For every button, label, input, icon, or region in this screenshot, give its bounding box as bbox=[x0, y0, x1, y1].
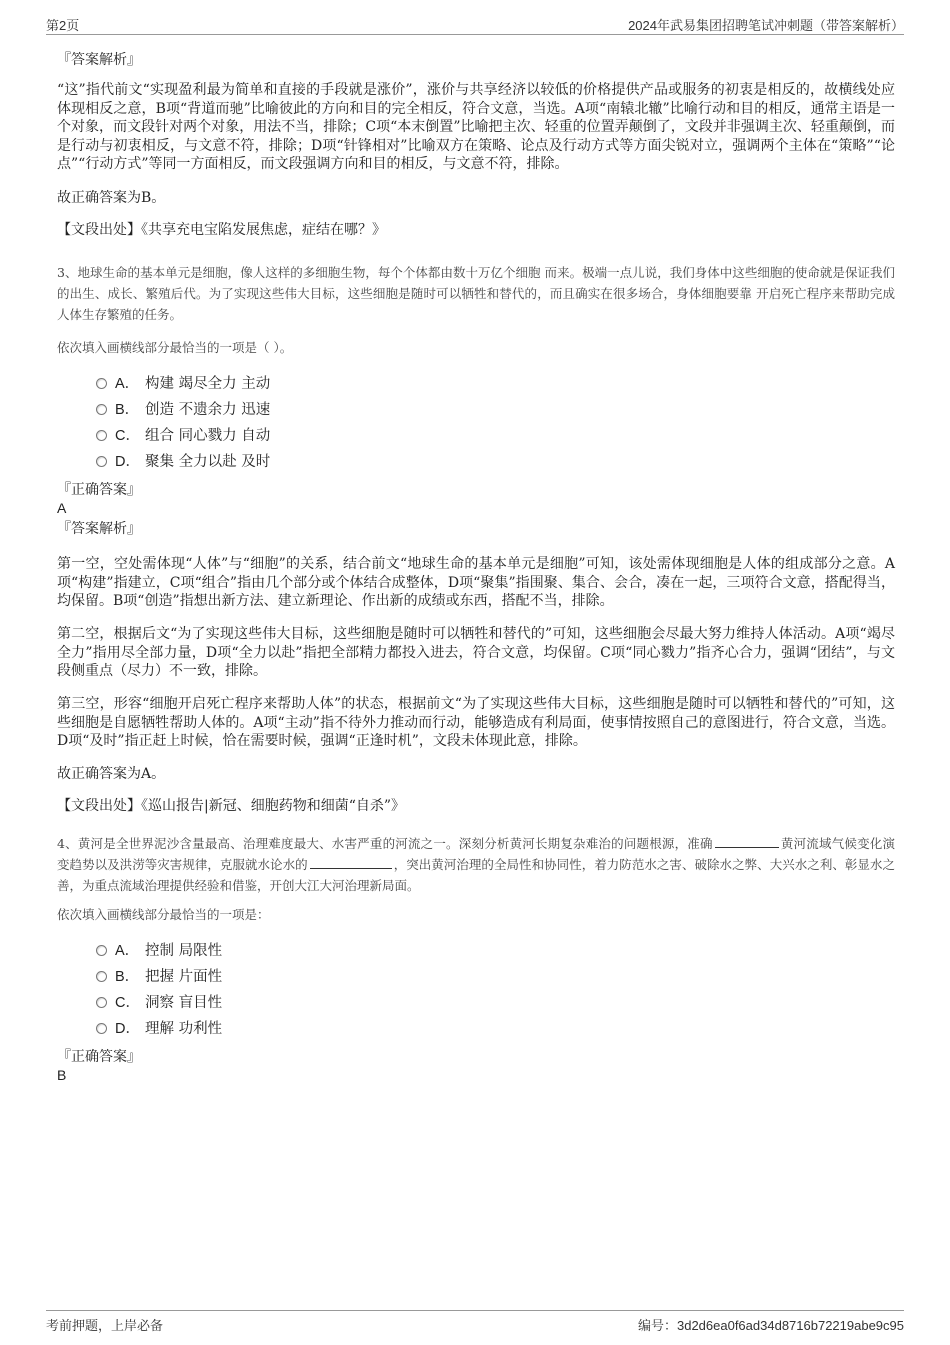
q3-explain-paragraph: 第一空，空处需体现“人体”与“细胞”的关系，结合前文“地球生命的基本单元是细胞”可知，该处需体现细胞是人体的组成部分之意。A项“构建”指建立，C项“组合”指由几个部分或个体结合成整体，D项“聚集”指围聚、集合、会合，凑在一起，三项符合文意，搭配得当，均保留。B项“创造”指想出新方法、建立新理论、作出新的成绩或东西，搭配不当，排除。 bbox=[57, 556, 895, 609]
option-text: 创造 不遗余力 迅速 bbox=[145, 402, 271, 418]
q2-explain-text: “这”指代前文“实现盈利最为简单和直接的手段就是涨价”，涨价与共享经济以较低的价格提供产品或服务的初衷是相反的，故横线处应体现相反之意，B项“背道而驰”比喻彼此的方向和目的完全相反，符合文意，当选。A项“南辕北辙”比喻行动和目的相反，通常主语是一个对象，而文段针对两个对象，用法不当，排除；C项“本末倒置”比喻把主次、轻重的位置弄颠倒了，文段并非强调主次、轻重颠倒，而是行动与初衷相反，与文意不符，排除；D项“针锋相对”比喻双方在策略、论点及行动方式等方面尖锐对立，强调两个主体在“策略”“论点”“行动方式”等同一方面相反，而文段强调方向和目的相反，与文意不符，排除。 bbox=[57, 82, 895, 172]
q3-question: 3、地球生命的基本单元是细胞，像人这样的多细胞生物，每个个体都由数十万亿个细胞 而来。极端一点儿说，我们身体中这些细胞的使命就是保证我们的出生、成长、繁殖后代。为了实现这些伟大目标，这些细胞是随时可以牺牲和替代的，而且确实在很多场合，身体细胞要靠 开启死亡程序来帮助完成人体生存繁殖的任务。 bbox=[57, 265, 895, 322]
q3-instruction: 依次填入画横线部分最恰当的一项是（ ）。 bbox=[57, 340, 293, 355]
option-text: 聚集 全力以赴 及时 bbox=[145, 454, 271, 470]
q3-explain-paragraph: 第三空，形容“细胞开启死亡程序来帮助人体”的状态，根据前文“为了实现这些伟大目标，这些细胞是随时可以牺牲和替代的”可知，这些细胞是自愿牺牲帮助人体的。A项“主动”指不待外力推动而行动，能够造成有利局面，使事情按照自己的意图进行，符合文意，当选。D项“及时”指正赶上时候，恰在需要时候，强调“正逢时机”，文段未体现此意，排除。 bbox=[57, 696, 895, 749]
radio-button-icon[interactable] bbox=[96, 430, 107, 441]
option-text: 组合 同心戮力 自动 bbox=[145, 428, 271, 444]
q4-question bbox=[57, 833, 895, 896]
document-id: 编号：3d2d6ea0f6ad34d8716b72219abe9c95 bbox=[637, 1318, 904, 1333]
radio-button-icon[interactable] bbox=[96, 378, 107, 389]
page-number: 第2页 bbox=[46, 18, 80, 33]
q4-instruction: 依次填入画横线部分最恰当的一项是： bbox=[57, 907, 270, 922]
q3-option-a[interactable] bbox=[96, 375, 270, 393]
option-letter: A． bbox=[115, 943, 140, 959]
q4-answer: B bbox=[57, 1067, 67, 1083]
q2-explain-label: 『答案解析』 bbox=[57, 52, 141, 68]
option-letter: D． bbox=[115, 1021, 140, 1037]
option-text: 控制 局限性 bbox=[145, 943, 223, 959]
q4-option-d[interactable] bbox=[96, 1020, 222, 1038]
fill-blank-line bbox=[715, 833, 779, 848]
radio-button-icon[interactable] bbox=[96, 1023, 107, 1034]
option-letter: B． bbox=[115, 402, 140, 418]
q3-answer: A bbox=[57, 500, 67, 516]
q2-conclusion: 故正确答案为B。 bbox=[57, 190, 166, 206]
q2-source: 【文段出处】《共享充电宝陷发展焦虑，症结在哪？》 bbox=[57, 222, 386, 238]
q3-answer-label: 『正确答案』 bbox=[57, 482, 141, 498]
radio-button-icon[interactable] bbox=[96, 945, 107, 956]
fill-blank-line bbox=[310, 854, 392, 869]
option-text: 理解 功利性 bbox=[145, 1021, 223, 1037]
radio-button-icon[interactable] bbox=[96, 404, 107, 415]
option-letter: C． bbox=[115, 995, 140, 1011]
option-text: 构建 竭尽全力 主动 bbox=[145, 376, 271, 392]
q3-conclusion: 故正确答案为A。 bbox=[57, 766, 166, 782]
option-letter: B． bbox=[115, 969, 140, 985]
radio-button-icon[interactable] bbox=[96, 997, 107, 1008]
q3-explain-paragraph: 第二空，根据后文“为了实现这些伟大目标，这些细胞是随时可以牺牲和替代的”可知，这些细胞会尽最大努力维持人体活动。A项“竭尽全力”指用尽全部力量，D项“全力以赴”指把全部精力都投入进去，符合文意，均保留。C项“同心戮力”指齐心合力，强调“团结”，与文段侧重点（尽力）不一致，排除。 bbox=[57, 626, 895, 679]
q3-option-b[interactable] bbox=[96, 401, 270, 419]
radio-button-icon[interactable] bbox=[96, 456, 107, 467]
page-header bbox=[46, 14, 904, 35]
option-letter: C． bbox=[115, 428, 140, 444]
q4-question-part: 4、黄河是全世界泥沙含量最高、治理难度最大、水害严重的河流之一。深刻分析黄河长期复杂难治的问题根源，准确 bbox=[57, 836, 713, 851]
q4-question-part: 黄河流域气候变化演变趋势以及洪涝等灾害规律，克服就水论水的 bbox=[57, 836, 895, 872]
option-letter: D． bbox=[115, 454, 140, 470]
q3-source: 【文段出处】《巡山报告|新冠、细胞药物和细菌“自杀”》 bbox=[57, 798, 406, 814]
radio-button-icon[interactable] bbox=[96, 971, 107, 982]
q3-option-d[interactable] bbox=[96, 453, 270, 471]
q4-question-part: ，突出黄河治理的全局性和协同性，着力防范水之害、破除水之弊、大兴水之利、彰显水之善，为重点流域治理提供经验和借鉴，开创大江大河治理新局面。 bbox=[57, 857, 895, 893]
q4-answer-label: 『正确答案』 bbox=[57, 1049, 141, 1065]
q4-option-c[interactable] bbox=[96, 994, 222, 1012]
q4-option-a[interactable] bbox=[96, 942, 222, 960]
q4-option-b[interactable] bbox=[96, 968, 222, 986]
q3-option-c[interactable] bbox=[96, 427, 270, 445]
option-text: 洞察 盲目性 bbox=[145, 995, 223, 1011]
document-title: 2024年武易集团招聘笔试冲刺题（带答案解析） bbox=[628, 18, 904, 33]
footer-slogan: 考前押题，上岸必备 bbox=[46, 1318, 164, 1333]
option-letter: A． bbox=[115, 376, 140, 392]
page-footer bbox=[46, 1310, 904, 1335]
q3-explain-label: 『答案解析』 bbox=[57, 521, 141, 537]
option-text: 把握 片面性 bbox=[145, 969, 223, 985]
